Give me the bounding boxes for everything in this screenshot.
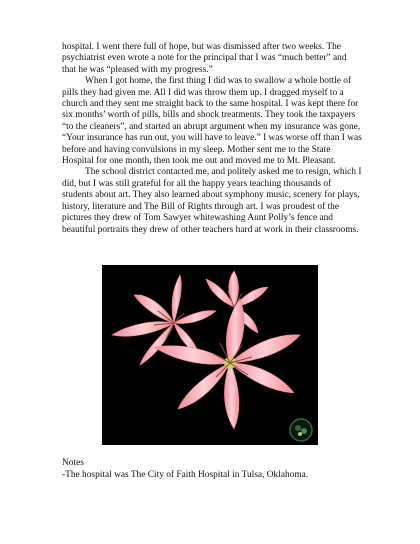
note-item: -The hospital was The City of Faith Hospital in Tulsa, Oklahoma. bbox=[62, 470, 309, 480]
paragraph-1: hospital. I went there full of hope, but was dismissed after two weeks. The psychiatrist even wrote a note for the principal that I was “much better” and that he was “pleased with my progress.” bbox=[62, 42, 347, 75]
photo-logo bbox=[290, 419, 312, 441]
notes-heading: Notes bbox=[62, 458, 84, 468]
paragraph-3: The school district contacted me, and politely asked me to resign, which I did, but I was still grateful for all the happy years teaching thousands of students about art. They also learned about symphony music, scenery for plays, history, literature and The Bill of Rights through art. I was proudest of the pictures they drew of Tom Sawyer whitewashing Aunt Polly’s fence and beautiful portraits they drew of other teachers hard at work in their classrooms. bbox=[62, 167, 362, 235]
notes-section bbox=[62, 457, 362, 481]
lily-photo bbox=[102, 265, 318, 445]
body-text bbox=[62, 42, 362, 236]
paragraph-2: When I got home, the first thing I did was to swallow a whole bottle of pills they had given me. All I did was throw them up. I dragged myself to a church and they sent me straight back to the same hospital. I was kept there for six months’ worth of pills, bills and shock treatments. They took the taxpayers “to the cleaners”, and started an abrupt argument when my insurance was gone, “Your insurance has run out, you will have to leave.” I was worse off than I was before and having convulsions in my sleep. Mother sent me to the State Hospital for one month, then took me out and moved me to Mt. Pleasant. bbox=[62, 76, 362, 167]
lily-illustration bbox=[102, 265, 318, 445]
